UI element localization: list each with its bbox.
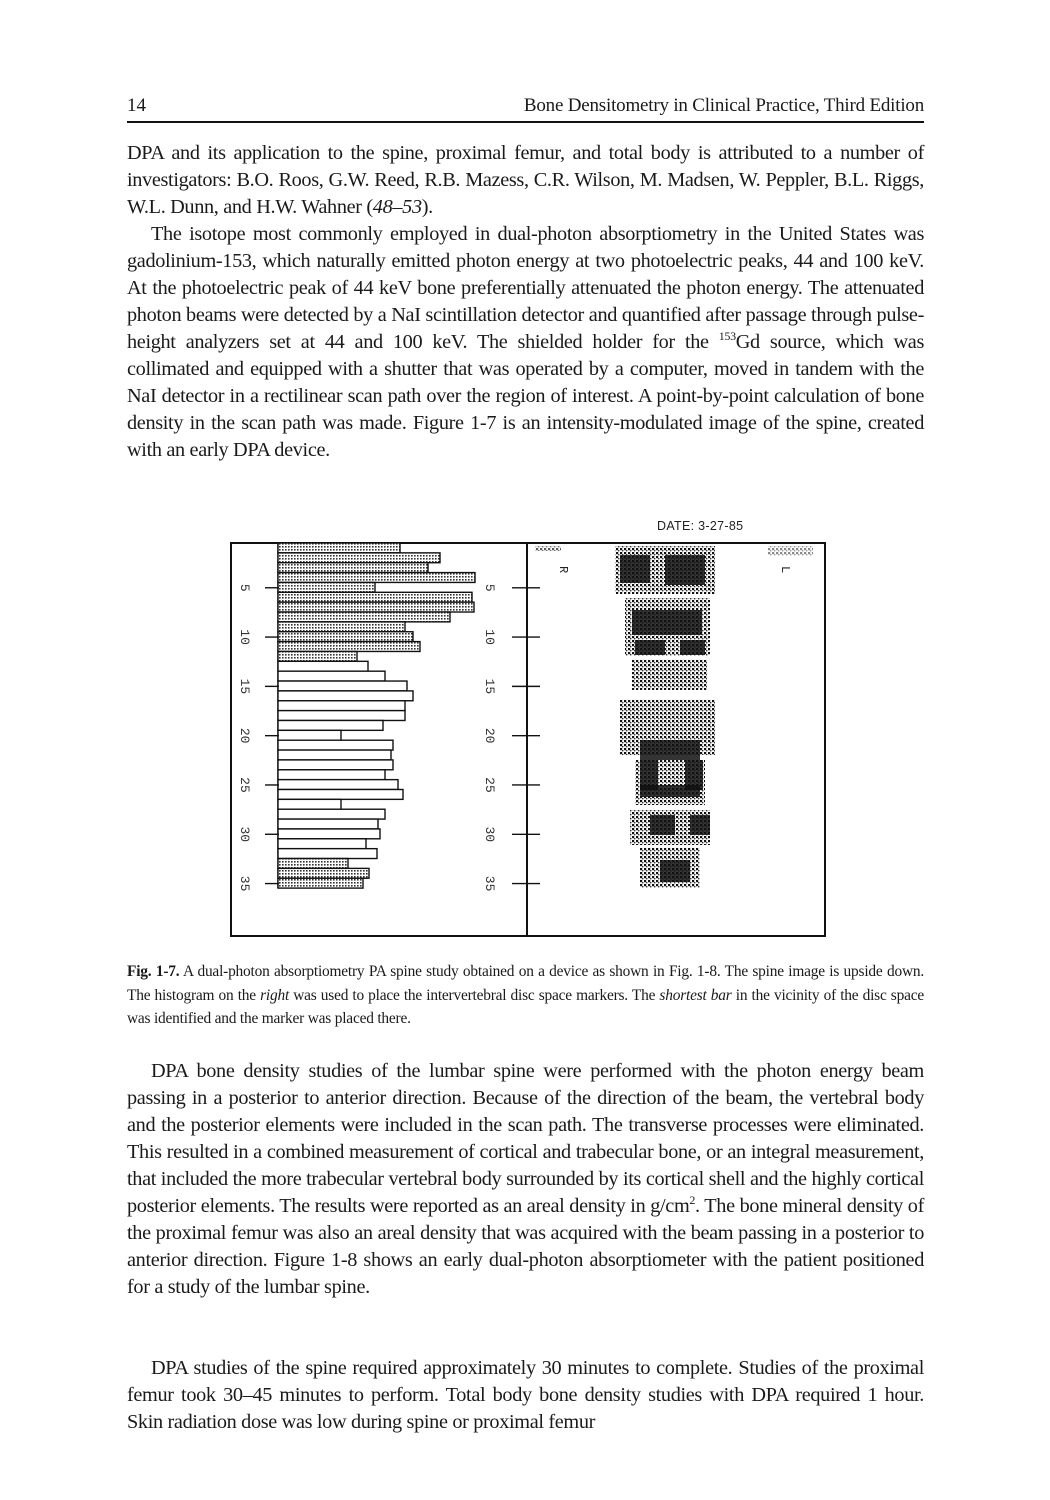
paragraph-4-text: DPA studies of the spine required approximately 30 minutes to complete. Studies of the proximal femur took 30–45 minutes to perform. Total body bone density studies with DPA required 1 hour. Skin radiation dose was low during spine or proximal femur (127, 1357, 924, 1433)
histogram-bar-25 (278, 780, 398, 790)
right-tick-label-15: 15 (482, 678, 497, 695)
right-row-ticks (482, 584, 540, 892)
isotope-superscript: 153 (718, 329, 736, 343)
histogram-bar-10 (278, 632, 413, 642)
histogram-bar-31 (278, 839, 366, 849)
figure-caption (127, 960, 924, 1031)
histogram-bar-2 (278, 553, 440, 563)
histogram-bar-17 (278, 701, 405, 711)
right-tick-label-35: 35 (482, 875, 497, 892)
histogram-bar-5 (278, 582, 375, 592)
histogram-bar-19 (278, 720, 383, 730)
caption-text-b: was used to place the intervertebral disc space markers. The (289, 986, 660, 1004)
left-tick-label-30: 30 (237, 826, 252, 843)
paragraph-3-text-a: DPA bone density studies of the lumbar spine were performed with the photon energy beam passing in a posterior to anterior direction. Because of the direction of the beam, the vertebral body and the posterior elements were included in the scan path. The transverse processes were eliminated. This resulted in a combined measurement of cortical and trabecular bone, or an integral measurement, that included the more trabecular vertebral body surrounded by its cortical shell and the highly cortical posterior elements. The results were reported as an areal density in g/cm (127, 1060, 924, 1217)
right-tick-label-5: 5 (482, 583, 497, 592)
histogram-bar-22 (278, 750, 391, 760)
right-tick-label-25: 25 (482, 777, 497, 793)
paragraph-1-text: DPA and its application to the spine, proximal femur, and total body is attributed to a number of investigators: B.O. Roos, G.W. Reed, R.B. Mazess, C.R. Wilson, M. Madsen, W. Peppler, B.L. Riggs, W.L. Dunn, and H.W. Wahner ( (127, 142, 924, 218)
caption-italic-right: right (260, 986, 290, 1004)
vertebra-shadow-3 (632, 660, 707, 690)
left-tick-label-5: 5 (237, 583, 252, 592)
spine-image (615, 546, 715, 888)
vertebra-dense-region-9 (640, 785, 700, 797)
left-tick-label-10: 10 (237, 629, 252, 645)
vertebra-dense-region-12 (660, 860, 690, 882)
paragraph-3 (127, 1058, 924, 1301)
vertebra-dense-region-1 (620, 555, 650, 583)
caption-text-a: A dual-photon absorptiometry PA spine study obtained on a device as shown in Fig. 1-8. The spine image is upside down. The histogram on the (127, 963, 924, 1004)
histogram-bar-15 (278, 681, 407, 691)
histogram-bar-23 (278, 760, 393, 770)
histogram-bar-1 (278, 543, 400, 553)
vertebra-dense-region-6 (640, 740, 700, 760)
vertebra-dense-region-2 (665, 555, 705, 585)
left-tick-label-20: 20 (237, 727, 252, 744)
histogram-bar-24 (278, 770, 385, 780)
right-tick-label-20: 20 (482, 727, 497, 744)
histogram-bar-26 (278, 790, 403, 800)
running-title: Bone Densitometry in Clinical Practice, Third Edition (523, 95, 924, 116)
unit-superscript: 2 (689, 1193, 696, 1207)
left-tick-label-35: 35 (237, 875, 252, 892)
citation-ref: 48–53 (372, 196, 422, 218)
histogram-bar-14 (278, 671, 385, 681)
paragraph-2-text-b: Gd source, which was collimated and equipped with a shutter that was operated by a computer, moved in tandem with the NaI detector in a rectilinear scan path over the region of interest. A point-by-point calculation of bone density in the scan path was made. Figure 1-7 is an intensity-modulated image of the spine, created with an early DPA device. (127, 331, 924, 461)
histogram-bar-34 (278, 868, 369, 878)
histogram-bar-12 (278, 651, 357, 661)
histogram-bar-21 (278, 740, 393, 750)
histogram-bar-6 (278, 592, 472, 602)
caption-text-c: in the vicinity of the disc space was identified and the marker was placed there. (127, 986, 924, 1027)
histogram-bar-3 (278, 563, 428, 573)
noise-mark-right (768, 546, 813, 556)
scan-date-label: DATE: 3-27-85 (657, 519, 744, 533)
right-tick-label-30: 30 (482, 826, 497, 843)
histogram-bar-13 (278, 661, 368, 671)
histogram-bar-27 (278, 799, 341, 809)
page-number: 14 (127, 95, 146, 116)
histogram-bar-32 (278, 849, 377, 859)
histogram-bar-9 (278, 622, 405, 632)
histogram-bar-29 (278, 819, 378, 829)
histogram-bar-18 (278, 711, 405, 721)
histogram-bar-7 (278, 602, 474, 612)
left-tick-label-25: 25 (237, 777, 252, 793)
histogram-bar-28 (278, 809, 385, 819)
vertebra-dense-region-4 (635, 640, 665, 655)
histogram-bar-11 (278, 642, 420, 652)
right-tick-label-10: 10 (482, 629, 497, 645)
paragraph-3-text-b: . The bone mineral density of the proximal femur was also an areal density that was acquired with the beam passing in a posterior to anterior direction. Figure 1-8 shows an early dual-photon absorptiometer with the patient positioned for a study of the lumbar spine. (127, 1195, 924, 1298)
histogram-bar-4 (278, 573, 475, 583)
paragraph-1-end: ). (421, 196, 433, 218)
histogram-bars (278, 543, 475, 888)
caption-italic-shortest-bar: shortest bar (659, 986, 732, 1004)
left-tick-label-15: 15 (237, 678, 252, 695)
noise-mark-left (535, 546, 561, 551)
paragraph-4 (127, 1355, 924, 1436)
histogram-bar-35 (278, 878, 363, 888)
right-side-marker: R (556, 566, 570, 574)
paragraph-2-text-a: The isotope most commonly employed in dual-photon absorptiometry in the United States was gadolinium-153, which naturally emitted photon energy at two photoelectric peaks, 44 and 100 keV. At the photoelectric peak of 44 keV bone preferentially attenuated the photon energy. The attenuated photon beams were detected by a NaI scintillation detector and quantified after passage through pulse-height analyzers set at 44 and 100 keV. The shielded holder for the (127, 223, 924, 353)
left-side-marker: L (778, 566, 792, 574)
vertebra-dense-region-11 (690, 815, 710, 835)
vertebra-dense-region-5 (680, 640, 705, 655)
histogram-bar-30 (278, 829, 380, 839)
histogram-bar-8 (278, 612, 450, 622)
left-row-ticks (237, 584, 279, 892)
vertebra-dense-region-10 (650, 815, 675, 835)
histogram-bar-20 (278, 730, 341, 740)
histogram-bar-33 (278, 859, 348, 869)
figure-label: Fig. 1-7. (127, 963, 180, 980)
histogram-bar-16 (278, 691, 413, 701)
vertebra-dense-region-3 (632, 610, 702, 635)
